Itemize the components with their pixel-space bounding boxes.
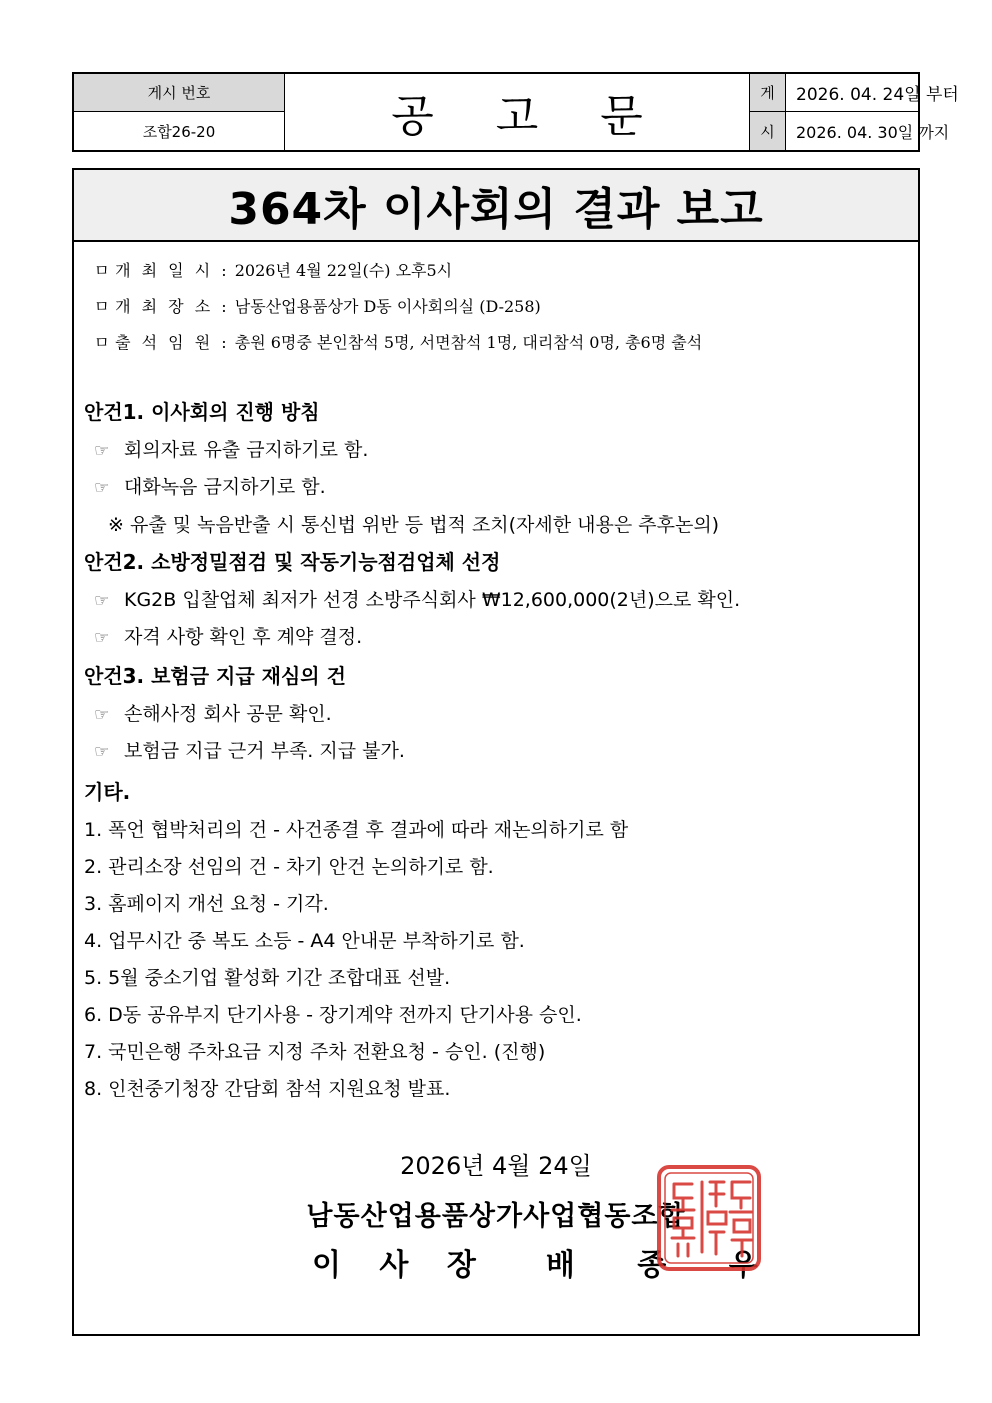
notice-header-table [72, 72, 959, 152]
agenda-item: ☞ 대화녹음 금지하기로 함. [94, 476, 326, 498]
notice-number: 조합26-20 [74, 112, 285, 150]
agenda-title: 안건3. 보험금 지급 재심의 건 [84, 664, 346, 688]
agenda-item: ☞ 자격 사항 확인 후 계약 결정. [94, 626, 363, 648]
pointing-hand-icon: ☞ [94, 742, 110, 762]
other-item: 8. 인천중기청장 간담회 참석 지원요청 발표. [84, 1078, 451, 1100]
checkbox-icon: ㅁ [94, 333, 110, 352]
info-row-place [94, 294, 541, 317]
other-item: 1. 폭언 협박처리의 건 - 사건종결 후 결과에 따라 재논의하기로 함 [84, 819, 629, 841]
notice-number-label: 게시 번호 [74, 74, 285, 112]
post-period-label-1: 게 [750, 74, 786, 112]
info-value: 2026년 4월 22일(수) 오후5시 [234, 261, 453, 280]
other-title: 기타. [84, 780, 131, 804]
checkbox-icon: ㅁ [94, 297, 110, 316]
post-end-date: 2026. 04. 30일 까지 [796, 122, 950, 142]
agenda-item: ☞ 보험금 지급 근거 부족. 지급 불가. [94, 740, 405, 762]
other-item: 2. 관리소장 선임의 건 - 차기 안건 논의하기로 함. [84, 856, 494, 878]
other-item: 5. 5월 중소기업 활성화 기간 조합대표 선발. [84, 967, 451, 989]
info-label: 출 석 임 원 : [115, 333, 230, 352]
issue-date: 2026년 4월 24일 [400, 1152, 592, 1180]
agenda-title: 안건2. 소방정밀점검 및 작동기능점검업체 선정 [84, 550, 501, 574]
post-period-label-2: 시 [750, 112, 786, 150]
organization-name: 남동산업용품상가사업협동조합 [306, 1201, 686, 1232]
ceo-name: 배 종 우 [545, 1248, 784, 1283]
other-item: 7. 국민은행 주차요금 지정 주차 전환요청 - 승인. (진행) [84, 1041, 546, 1063]
other-item: 6. D동 공유부지 단기사용 - 장기계약 전까지 단기사용 승인. [84, 1004, 582, 1026]
checkbox-icon: ㅁ [94, 261, 110, 280]
official-seal-icon [656, 1164, 762, 1272]
info-value: 남동산업용품상가 D동 이사회의실 (D-258) [234, 297, 541, 316]
info-row-attendance [94, 330, 702, 353]
agenda-item: ☞ KG2B 입찰업체 최저가 선경 소방주식회사 ₩12,600,000(2년)으로 확인. [94, 589, 741, 611]
info-label: 개 최 장 소 : [115, 297, 230, 316]
info-label: 개 최 일 시 : [115, 261, 230, 280]
agenda-note: ※ 유출 및 녹음반출 시 통신법 위반 등 법적 조치(자세한 내용은 추후논의) [108, 514, 720, 536]
pointing-hand-icon: ☞ [94, 441, 110, 461]
info-row-date [94, 258, 452, 281]
info-value: 총원 6명중 본인참석 5명, 서면참석 1명, 대리참석 0명, 총6명 출석 [234, 333, 703, 352]
other-item: 3. 홈페이지 개선 요청 - 기각. [84, 893, 329, 915]
agenda-item: ☞ 손해사정 회사 공문 확인. [94, 703, 332, 725]
ceo-title: 이 사 장 [312, 1248, 490, 1283]
document-title: 공 고 문 [285, 74, 750, 150]
agenda-title: 안건1. 이사회의 진행 방침 [84, 400, 320, 424]
post-start-date: 2026. 04. 24일 부터 [786, 74, 918, 112]
report-box [72, 168, 920, 1336]
other-item: 4. 업무시간 중 복도 소등 - A4 안내문 부착하기로 함. [84, 930, 525, 952]
pointing-hand-icon: ☞ [94, 591, 110, 611]
pointing-hand-icon: ☞ [94, 628, 110, 648]
pointing-hand-icon: ☞ [94, 478, 110, 498]
agenda-item: ☞ 회의자료 유출 금지하기로 함. [94, 439, 369, 461]
pointing-hand-icon: ☞ [94, 705, 110, 725]
report-title: 364차 이사회의 결과 보고 [74, 170, 918, 242]
